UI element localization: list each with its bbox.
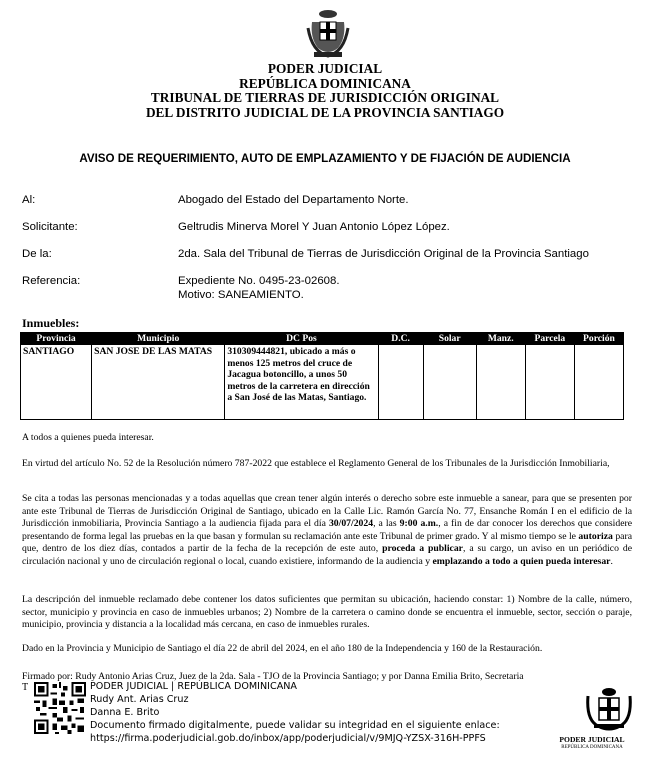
motivo: Motivo: SANEAMIENTO. — [178, 288, 304, 301]
referencia-label: Referencia: — [22, 275, 81, 287]
inmuebles-table — [20, 332, 624, 420]
col-parcela: Parcela — [525, 333, 574, 345]
header-line-4: DEL DISTRITO JUDICIAL DE LA PROVINCIA SANTIAGO — [145, 104, 505, 120]
poder-judicial-logo — [584, 686, 634, 732]
table-header-row — [21, 333, 624, 345]
logo-caption-main: PODER JUDICIAL — [559, 735, 625, 744]
dela-label: De la: — [22, 248, 52, 260]
al-value: Abogado del Estado del Departamento Norte. — [178, 194, 409, 206]
cell-solar — [423, 345, 476, 420]
paragraph-articulo: En virtud del artículo No. 52 de la Resolución número 787-2022 que establece el Reglamento General de los Tribunales de la Jurisdicción Inmobiliaria, — [22, 458, 610, 469]
paragraph-greeting: A todos a quienes pueda interesar. — [22, 432, 154, 443]
cut-letter: T — [22, 682, 29, 693]
qr-code-icon[interactable] — [34, 682, 86, 734]
cell-manz — [476, 345, 525, 420]
col-provincia: Provincia — [21, 333, 92, 345]
cell-provincia: SANTIAGO — [21, 345, 92, 420]
logo-caption-sub: REPÚBLICA DOMINICANA — [561, 745, 623, 750]
referencia-value — [178, 275, 340, 302]
paragraph-descripcion: La descripción del inmueble reclamado debe contener los datos suficientes que permitan su ubicación, haciendo constar: 1) Nombre de la calle, número, sector, municipio y provincia en caso de inmuebles urbanos; 2) Nombre de la carretera o camino donde se encuentra el inmueble, sector, sección o paraje, municipio, provincia y distancia a la localidad más cercana, en caso de inmuebles rurales. — [22, 594, 632, 631]
table-row — [21, 345, 624, 420]
cell-dc — [378, 345, 423, 420]
inmuebles-label: Inmuebles: — [22, 316, 80, 330]
signature-text — [90, 680, 500, 745]
logo-caption — [556, 736, 628, 752]
expediente: Expediente No. 0495-23-02608. — [178, 275, 340, 287]
footer-line-4: Documento firmado digitalmente, puede validar su integridad en el siguiente enlace: — [90, 720, 500, 731]
al-label: Al: — [22, 194, 36, 206]
cell-dcpos: 310309444821, ubicado a más o menos 125 metros del cruce de Jacagua botoncillo, a unos 50 metros de la carretera en dirección a San José de las Matas, Santiago. — [225, 345, 378, 420]
col-dcpos: DC Pos — [225, 333, 378, 345]
solicitante-label: Solicitante: — [22, 221, 78, 233]
paragraph-firmado: Firmado por: Rudy Antonio Arias Cruz, Juez de la 2da. Sala - TJO de la Provincia Santiago; y por Danna Emilia Brito, Secretaria — [22, 671, 524, 681]
col-manz: Manz. — [476, 333, 525, 345]
cell-porcion — [574, 345, 623, 420]
signature-footer — [22, 680, 634, 744]
validation-link[interactable]: https://firma.poderjudicial.gob.do/inbox/app/poderjudicial/v/9MJQ-YZSX-316H-PPFS — [90, 733, 486, 744]
header-line-1: PODER JUDICIAL — [267, 61, 383, 76]
document-title: AVISO DE REQUERIMIENTO, AUTO DE EMPLAZAMIENTO Y DE FIJACIÓN DE AUDIENCIA — [79, 152, 571, 165]
footer-line-1: PODER JUDICIAL | REPÚBLICA DOMINICANA — [90, 681, 297, 692]
paragraph-citacion: Se cita a todas las personas mencionadas y a todas aquellas que crean tener algún interés o derecho sobre este inmueble a sanear, para que se presenten por ante este Tribunal de Tierras de Jurisdicción Original de Santiago, ubicado en la Calle Lic. Ramón García No. 77, Ensanche Román I en el edificio de la Jurisdicción inmobiliaria, Provincia Santiago a la audiencia fijada para el día 30/07/2024, a las 9:00 a.m., a fin de dar conocer los derechos que considere presentando de forma legal las pruebas en la que basan y formulan su reclamación ante este Tribunal de primer grado. Y al mismo tiempo se le autoriza para que, dentro de los diez días, contados a partir de la fecha de la recepción de este auto, proceda a publicar, a su cargo, un aviso en un periódico de circulación nacional y uno de circulación regional o local, cuando existiere, informando de la audiencia y emplazando a todo a quien pueda interesar. — [22, 493, 633, 567]
court-header — [0, 62, 650, 120]
footer-line-3: Danna E. Brito — [90, 707, 160, 718]
footer-line-2: Rudy Ant. Arias Cruz — [90, 694, 189, 705]
col-solar: Solar — [423, 333, 476, 345]
dela-value: 2da. Sala del Tribunal de Tierras de Jurisdicción Original de la Provincia Santiago — [178, 248, 589, 260]
col-dc: D.C. — [378, 333, 423, 345]
col-municipio: Municipio — [92, 333, 225, 345]
cell-parcela — [525, 345, 574, 420]
col-porcion: Porción — [574, 333, 623, 345]
header-line-2: REPÚBLICA DOMINICANA — [239, 75, 411, 91]
coat-of-arms-seal — [306, 8, 350, 58]
paragraph-dado: Dado en la Provincia y Municipio de Santiago el día 22 de abril del 2024, en el año 180 de la Independencia y 160 de la Restauración. — [22, 643, 543, 654]
cell-municipio: SAN JOSE DE LAS MATAS — [92, 345, 225, 420]
solicitante-value: Geltrudis Minerva Morel Y Juan Antonio López López. — [178, 221, 450, 233]
header-line-3: TRIBUNAL DE TIERRAS DE JURISDICCIÓN ORIGINAL — [150, 90, 500, 105]
